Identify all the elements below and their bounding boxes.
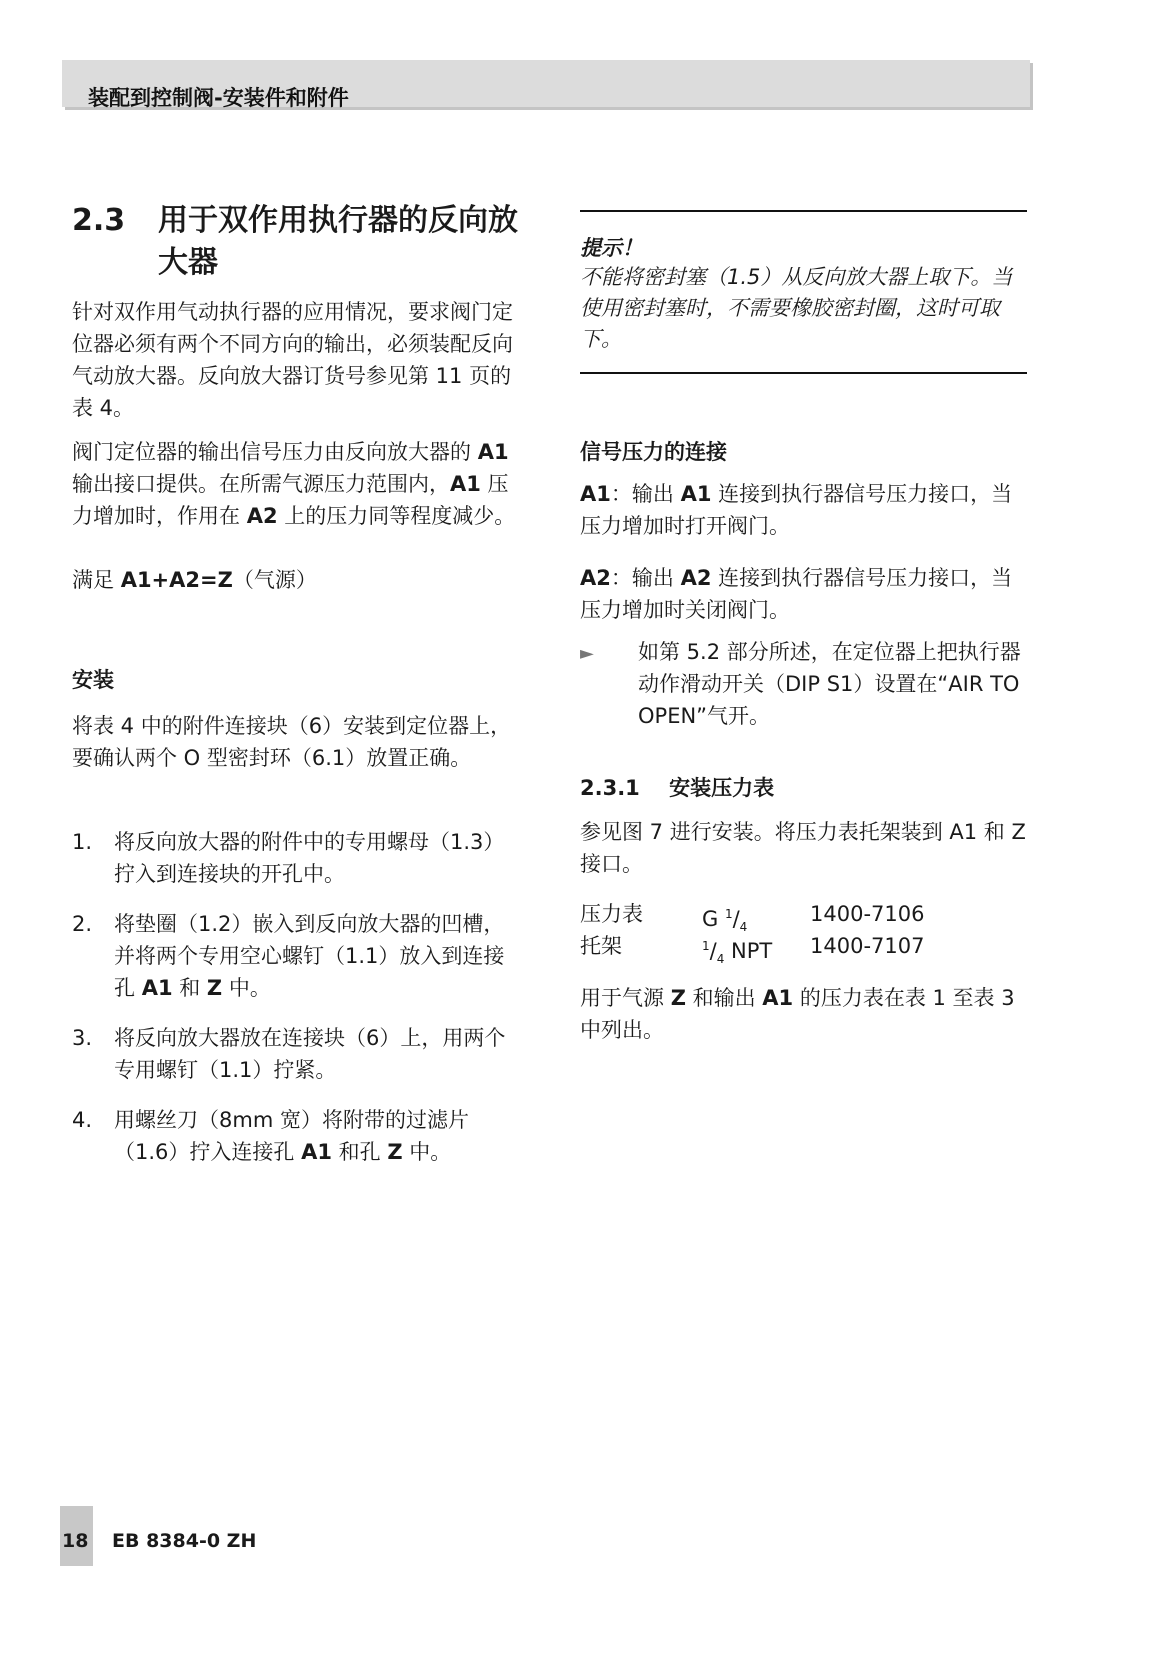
step2-a: 将垫圈（1.2）嵌入到反向放大器的凹槽，并将两个专用空心螺钉（1.1）放入到连接孔 [114, 912, 505, 1000]
order-number: 1400-7106 [810, 902, 925, 926]
instruction-text: 如第 5.2 部分所述，在定位器上把执行器动作滑动开关（DIP S1）设置在“AIR TO OPEN”气开。 [638, 640, 1021, 728]
arrow-icon: ► [580, 643, 594, 664]
a1-text-c: 连接到执行器信号压力接口，当压力增加时打开阀门。 [580, 482, 1013, 538]
thread-slash: / [709, 939, 717, 963]
thread-sup: 1 [702, 939, 710, 953]
gauge-intro: 参见图 7 进行安装。将压力表托架装到 A1 和 Z 接口。 [580, 820, 1026, 876]
a2-text-c: 连接到执行器信号压力接口，当压力增加时关闭阀门。 [580, 566, 1013, 622]
step4-b: A1 [301, 1140, 332, 1164]
p3-text-a: 满足 [72, 568, 121, 592]
step-text: 将反向放大器的附件中的专用螺母（1.3）拧入到连接块的开孔中。 [114, 830, 505, 886]
a1-text-a: ：输出 [610, 482, 681, 506]
note-text: 不能将密封塞（1.5）从反向放大器上取下。当使用密封塞时，不需要橡胶密封圈，这时可取下。 [580, 265, 1013, 351]
gauge-note [580, 982, 1030, 1046]
note-bottom-rule [580, 372, 1027, 374]
step4-a: 用螺丝刀（8mm 宽）将附带的过滤片（1.6）拧入连接孔 [114, 1108, 469, 1164]
a2-ref: A2 [680, 566, 712, 590]
step2-d: Z [206, 976, 223, 1000]
subsection-title [580, 772, 774, 802]
document-id: EB 8384-0 ZH [112, 1530, 257, 1552]
a1-paragraph [580, 478, 1030, 542]
note-top-rule [580, 210, 1027, 212]
header-bar [62, 60, 1030, 110]
signal-heading: 信号压力的连接 [580, 440, 727, 464]
p2-a2: A2 [246, 504, 278, 528]
header-title: 装配到控制阀-安装件和附件 [88, 86, 349, 110]
thread-sub: 4 [739, 920, 748, 935]
gauge-text-a: 用于气源 [580, 986, 671, 1010]
intro-paragraph: 针对双作用气动执行器的应用情况，要求阀门定位器必须有两个不同方向的输出，必须装配反向气动放大器。反向放大器订货号参见第 11 页的表 4。 [72, 300, 513, 420]
gauge-z: Z [670, 986, 686, 1010]
install-intro: 将表 4 中的附件连接块（6）安装到定位器上，要确认两个 O 型密封环（6.1）放置正确。 [72, 714, 512, 770]
gauge-a1: A1 [762, 986, 794, 1010]
thread-sup: 1 [724, 907, 733, 921]
gauge-thread [702, 930, 812, 975]
step2-e: 中。 [222, 976, 271, 1000]
page-number: 18 [62, 1530, 89, 1552]
a1-label: A1 [580, 482, 611, 506]
install-heading: 安装 [72, 668, 114, 692]
thread-sub: 4 [716, 952, 725, 967]
p2-a1: A1 [477, 440, 509, 464]
gauge-name: 托架 [580, 934, 622, 958]
step-number: 3. [72, 1026, 93, 1050]
output-paragraph [72, 436, 522, 532]
subsection-heading: 安装压力表 [669, 776, 775, 800]
p2-text-c: 输出接口提供。在所需气源压力范围内， [72, 472, 450, 496]
step2-b: A1 [141, 976, 173, 1000]
step-number: 4. [72, 1108, 93, 1132]
step-text [114, 908, 522, 1004]
thread-prefix: G [702, 907, 725, 931]
step-text [114, 1104, 522, 1168]
p2-a1-2: A1 [450, 472, 481, 496]
thread-slash: / [732, 907, 740, 931]
p2-text-g: 上的压力同等程度减少。 [277, 504, 516, 528]
step-number: 1. [72, 830, 93, 854]
formula: A1+A2=Z [120, 568, 233, 592]
step-number: 2. [72, 912, 93, 936]
step4-c: 和孔 [331, 1140, 388, 1164]
p2-text-e: 压力增加时，作用在 [72, 472, 509, 528]
step4-d: Z [387, 1140, 403, 1164]
subsection-number: 2.3.1 [580, 776, 640, 800]
p2-text-a: 阀门定位器的输出信号压力由反向放大器的 [72, 440, 478, 464]
a2-label: A2 [580, 566, 611, 590]
a1-ref: A1 [680, 482, 712, 506]
gauge-name: 压力表 [580, 902, 643, 926]
step4-e: 中。 [402, 1140, 452, 1164]
section-number: 2.3 [72, 203, 126, 238]
thread-suffix: NPT [724, 939, 773, 963]
order-number: 1400-7107 [810, 934, 925, 958]
p3-text-c: （气源） [232, 568, 317, 592]
gauge-text-e: 的压力表在表 1 至表 3 中列出。 [580, 986, 1015, 1042]
a2-text-a: ：输出 [610, 566, 681, 590]
gauge-text-c: 和输出 [685, 986, 763, 1010]
section-heading: 用于双作用执行器的反向放大器 [158, 203, 518, 280]
step-text: 将反向放大器放在连接块（6）上，用两个专用螺钉（1.1）拧紧。 [114, 1026, 506, 1082]
a2-paragraph [580, 562, 1030, 626]
note-heading: 提示！ [580, 236, 643, 260]
formula-paragraph [72, 564, 522, 596]
step2-c: 和 [172, 976, 207, 1000]
